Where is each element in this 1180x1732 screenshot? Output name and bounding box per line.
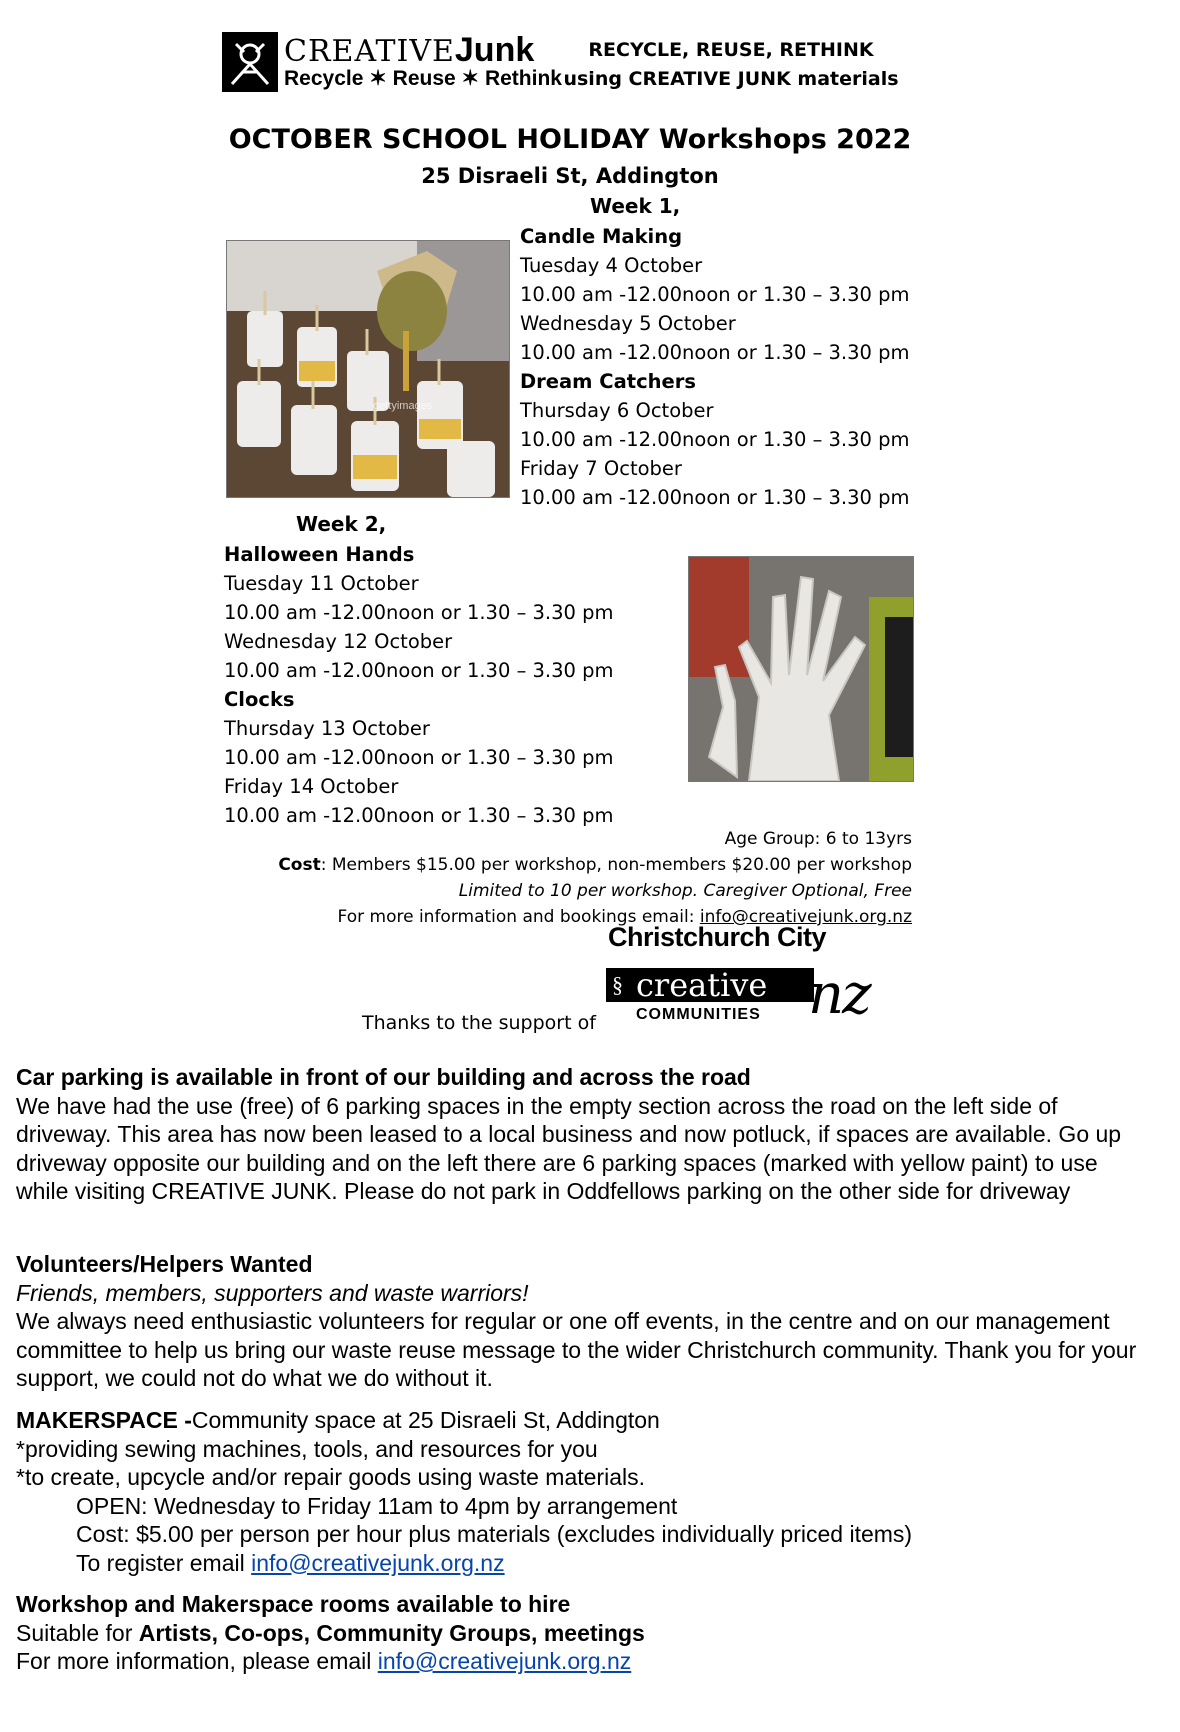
logo-title-creative: CREATIVE xyxy=(284,34,455,69)
hire-section xyxy=(16,1590,1156,1676)
limited-note: Limited to 10 per workshop. Caregiver Optional, Free xyxy=(458,881,912,901)
parking-body: We have had the use (free) of 6 parking spaces in the empty section across the road on the left side of driveway. This area has now been leased to a local business and now potluck, if spaces are available. Go up driveway opposite our building and on the left there are 6 parking spaces (marked with yellow paint) to use while visiting CREATIVE JUNK. Please do not park in Oddfellows parking on the other side for driveway xyxy=(16,1092,1122,1204)
creative-junk-logo xyxy=(222,31,562,92)
makerspace-heading: MAKERSPACE -Community space at 25 Disraeli St, Addington xyxy=(16,1407,660,1433)
session-time: 10.00 am -12.00noon or 1.30 – 3.30 pm xyxy=(520,486,910,509)
cost-text: : Members $15.00 per workshop, non-members $20.00 per workshop xyxy=(320,855,912,875)
cnz-creative-box: creative xyxy=(606,968,814,1002)
makerspace-email-link[interactable]: info@creativejunk.org.nz xyxy=(251,1549,505,1576)
hire-email-link[interactable]: info@creativejunk.org.nz xyxy=(377,1648,632,1674)
tagline-line-2: using CREATIVE JUNK materials xyxy=(563,68,899,90)
session-date: Tuesday 4 October xyxy=(520,254,703,277)
hire-heading: Workshop and Makerspace rooms available to hire xyxy=(16,1591,571,1617)
candle-making-photo xyxy=(226,240,510,498)
workshop-title-clocks: Clocks xyxy=(224,688,295,711)
session-date: Thursday 13 October xyxy=(224,717,430,740)
week-2-heading: Week 2, xyxy=(296,512,387,536)
tagline-line-1: RECYCLE, REUSE, RETHINK xyxy=(588,39,874,61)
session-time: 10.00 am -12.00noon or 1.30 – 3.30 pm xyxy=(520,283,910,306)
age-group: Age Group: 6 to 13yrs xyxy=(724,829,912,849)
parking-heading: Car parking is available in front of our building and across the road xyxy=(16,1064,751,1090)
session-date: Wednesday 12 October xyxy=(224,630,453,653)
session-time: 10.00 am -12.00noon or 1.30 – 3.30 pm xyxy=(224,601,614,624)
cost-line xyxy=(278,852,912,878)
session-date: Thursday 6 October xyxy=(520,399,714,422)
week-1-schedule xyxy=(520,222,910,512)
page-title: OCTOBER SCHOOL HOLIDAY Workshops 2022 xyxy=(228,124,912,155)
volunteers-section xyxy=(16,1250,1156,1393)
venue-address: 25 Disraeli St, Addington xyxy=(421,164,719,188)
logo-title-junk: Junk xyxy=(454,31,535,69)
makerspace-register: To register email info@creativejunk.org.nz xyxy=(76,1549,505,1576)
header-tagline xyxy=(556,36,906,94)
session-date: Friday 7 October xyxy=(520,457,682,480)
volunteers-body: We always need enthusiastic volunteers for regular or one off events, in the centre and on our management committee to help us bring our waste reuse message to the wider Christchurch community. Thank you for your support, we could not do what we do without it. xyxy=(16,1308,1137,1391)
logo-title xyxy=(284,32,534,70)
workshop-title-halloween-hands: Halloween Hands xyxy=(224,543,415,566)
session-time: 10.00 am -12.00noon or 1.30 – 3.30 pm xyxy=(224,659,614,682)
parking-section xyxy=(16,1063,1156,1206)
volunteers-subheading: Friends, members, supporters and waste warriors! xyxy=(16,1279,529,1306)
christchurch-city-logo: Christchurch City xyxy=(608,922,827,952)
session-time: 10.00 am -12.00noon or 1.30 – 3.30 pm xyxy=(224,746,614,769)
week-2-schedule xyxy=(224,540,614,830)
workshop-title-dream-catchers: Dream Catchers xyxy=(520,370,696,393)
session-date: Wednesday 5 October xyxy=(520,312,736,335)
session-time: 10.00 am -12.00noon or 1.30 – 3.30 pm xyxy=(520,428,910,451)
week-1-heading: Week 1, xyxy=(590,194,681,218)
logo-tagline: Recycle ✶ Reuse ✶ Rethink xyxy=(284,67,562,90)
makerspace-line-2: *to create, upcycle and/or repair goods using waste materials. xyxy=(16,1464,645,1490)
logo-emblem xyxy=(222,32,278,92)
booking-email-link[interactable]: info@creativejunk.org.nz xyxy=(699,907,912,927)
session-date: Friday 14 October xyxy=(224,775,399,798)
session-time: 10.00 am -12.00noon or 1.30 – 3.30 pm xyxy=(224,804,614,827)
makerspace-line-1: *providing sewing machines, tools, and resources for you xyxy=(16,1435,598,1462)
booking-info: For more information and bookings email: info@creativejunk.org.nz xyxy=(337,907,912,927)
hire-suitable: Suitable for Artists, Co-ops, Community Groups, meetings xyxy=(16,1619,645,1646)
makerspace-cost: Cost: $5.00 per person per hour plus materials (excludes individually priced items) xyxy=(76,1521,913,1547)
cnz-communities: COMMUNITIES xyxy=(636,1006,761,1023)
thanks-text: Thanks to the support of xyxy=(362,1012,596,1034)
koru-icon: § xyxy=(612,972,623,997)
volunteers-heading: Volunteers/Helpers Wanted xyxy=(16,1251,313,1277)
session-time: 10.00 am -12.00noon or 1.30 – 3.30 pm xyxy=(520,341,910,364)
creative-nz-logo xyxy=(606,962,912,1030)
session-date: Tuesday 11 October xyxy=(224,572,419,595)
cost-label: Cost xyxy=(278,855,321,875)
makerspace-section xyxy=(16,1406,1156,1577)
cnz-nz: nz xyxy=(808,962,870,1027)
workshop-title-candle-making: Candle Making xyxy=(520,225,683,248)
getty-watermark: gettyimages xyxy=(373,400,433,412)
workshop-details xyxy=(278,826,912,930)
hire-info: For more information, please email info@creativejunk.org.nz xyxy=(16,1648,632,1674)
makerspace-open: OPEN: Wednesday to Friday 11am to 4pm by arrangement xyxy=(76,1492,678,1519)
halloween-hand-photo xyxy=(688,556,914,782)
